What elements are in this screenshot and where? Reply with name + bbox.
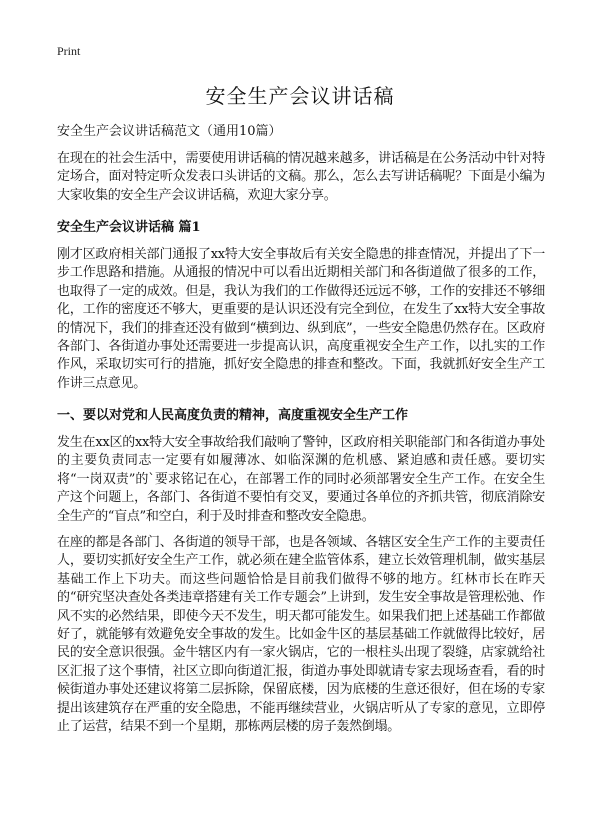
document-title: 安全生产会议讲话稿 (205, 84, 395, 108)
body-paragraph-1: 刚才区政府相关部门通报了xx特大安全事故后有关安全隐患的排查情况，并提出了下一步工作思路和措施。从通报的情况中可以看出近期相关部门和各街道做了很多的工作，也取得了一定的成效。但是，我认为我们的工作做得还远远不够，工作的安排还不够细化，工作的密度还不够大，更重要的是认识还没有完全到位，在发生了xx特大安全事故的情况下，我们的排查还没有做到“横到边、纵到底”，一些安全隐患仍然存在。区政府各部门、各街道办事处还需要进一步提高认识，高度重视安全生产工作，以扎实的工作作风，采取切实可行的措施，抓好安全隐患的排查和整改。下面，我就抓好安全生产工作讲三点意见。 (57, 247, 545, 391)
body-paragraph-2: 发生在xx区的xx特大安全事故给我们敲响了警钟，区政府相关职能部门和各街道办事处的主要负责同志一定要有如履薄冰、如临深渊的危机感、紧迫感和责任感。要切实将“一岗双责”的`要求铭记在心，在部署工作的同时必须部署安全生产工作。在安全生产这个问题上，各部门、各街道不要怕有交叉，要通过各单位的齐抓共管，彻底消除安全生产的“盲点”和空白，利于及时排查和整改安全隐患。 (57, 435, 545, 524)
section-heading: 安全生产会议讲话稿 篇1 (57, 220, 201, 235)
body-paragraph-3: 在座的都是各部门、各街道的领导干部，也是各领域、各辖区安全生产工作的主要责任人，要切实抓好安全生产工作，就必须在建全监管体系，建立长效管理机制，做实基层基础工作上下功夫。而这些问题恰恰是目前我们做得不够的地方。红林市长在昨天的“研究坚决查处各类违章搭建有关工作专题会”上讲到，发生安全事故是管理松弛、作风不实的必然结果，即使今天不发生，明天都可能发生。如果我们把上述基础工作都做好了，就能够有效避免安全事故的发生。比如金牛区的基层基础工作就做得比较好，居民的安全意识很强。金牛辖区内有一家火锅店，它的一根柱头出现了裂缝，店家就给社区汇报了这个事情，社区立即向街道汇报，街道办事处即就请专家去现场查看，看的时候街道办事处还建议将第二层拆除，保留底楼，因为底楼的生意还很好，但在场的专家提出该建筑存在严重的安全隐患，不能再继续营业，火锅店听从了专家的意见，立即停止了运营，结果不到一个星期，那栋两层楼的房子轰然倒塌。 (57, 535, 545, 735)
intro-paragraph: 在现在的社会生活中，需要使用讲话稿的情况越来越多，讲话稿是在公务活动中针对特定场合，面对特定听众发表口头讲话的文稿。那么，怎么去写讲话稿呢？下面是小编为大家收集的安全生产会议讲话稿，欢迎大家分享。 (57, 151, 545, 203)
document-subtitle: 安全生产会议讲话稿范文（通用10篇） (57, 124, 282, 139)
point-heading: 一、要以对党和人民高度负责的精神，高度重视安全生产工作 (57, 408, 409, 423)
print-link[interactable]: Print (57, 44, 81, 58)
